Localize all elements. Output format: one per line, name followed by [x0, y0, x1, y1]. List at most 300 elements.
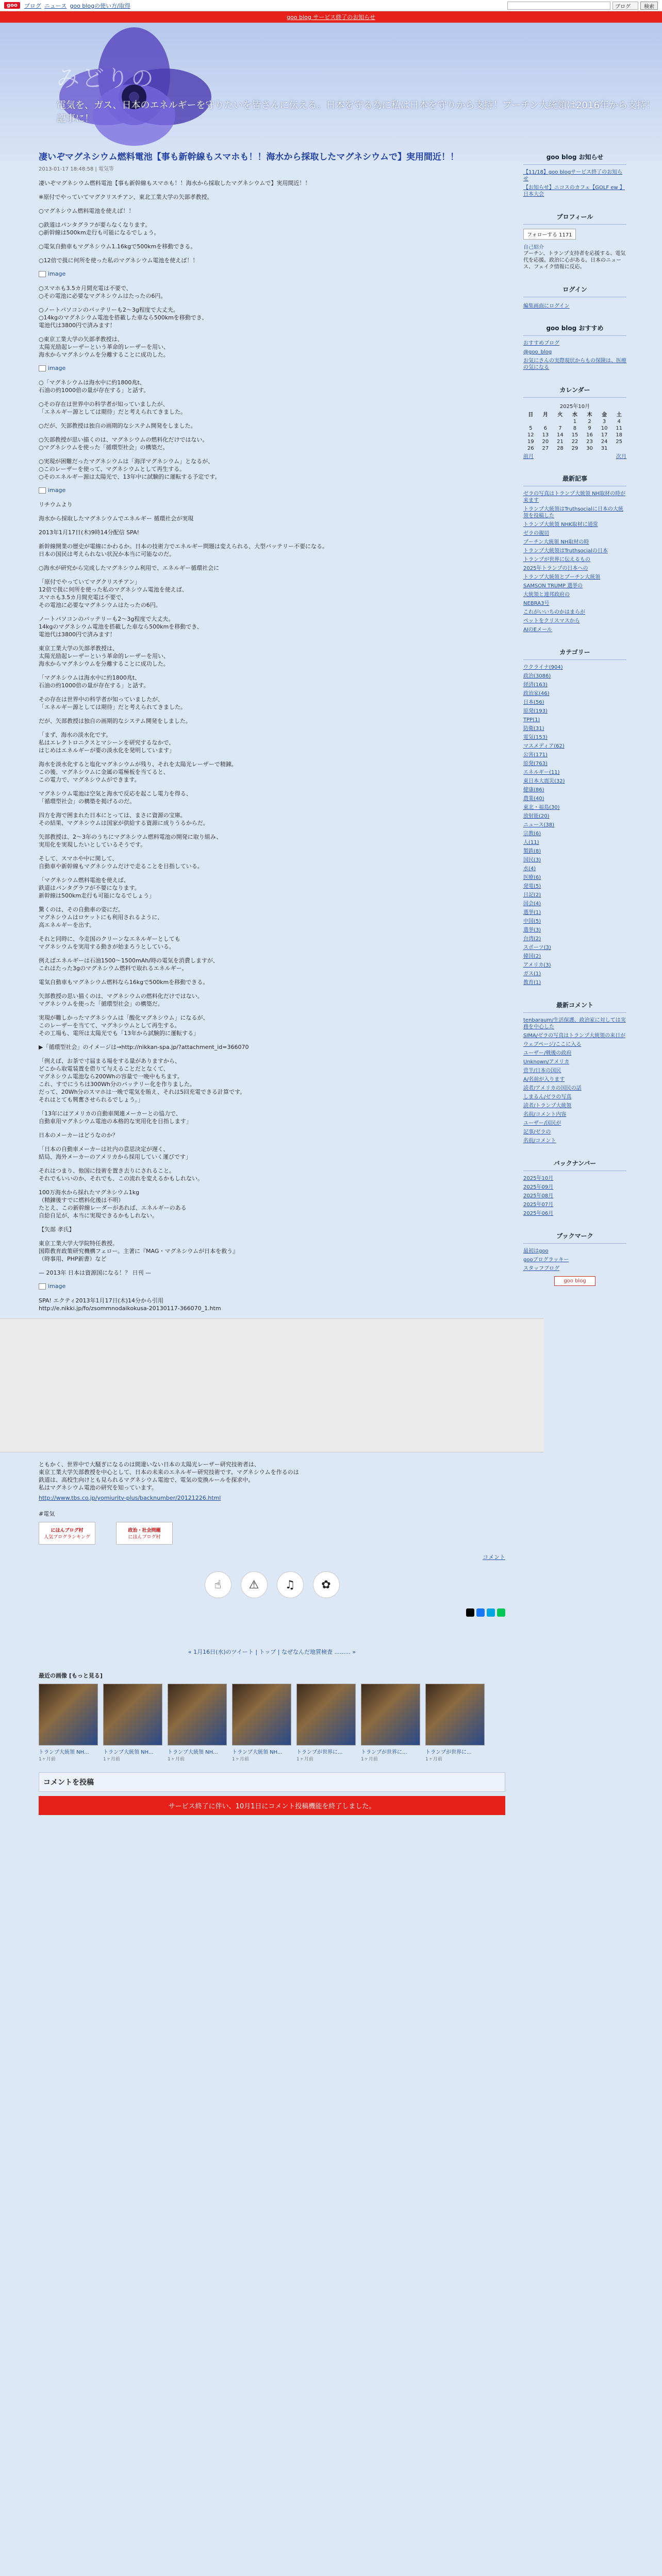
- notice-item-link[interactable]: 【11/18】goo blogサービス終了のお知らせ: [523, 170, 623, 182]
- backnumber-item[interactable]: [523, 1193, 626, 1199]
- calendar-day[interactable]: 1: [573, 419, 577, 425]
- login-box: [523, 282, 626, 309]
- related-thumb[interactable]: [103, 1684, 162, 1762]
- category-item-link[interactable]: 防衛(31): [523, 726, 544, 732]
- recommend-item-link[interactable]: おすすめブログ: [523, 341, 560, 346]
- recent-post-item[interactable]: [523, 626, 626, 633]
- backnumber-item-link[interactable]: 2025年10月: [523, 1176, 554, 1181]
- category-item-link[interactable]: 原発(193): [523, 708, 548, 714]
- comment-item[interactable]: [523, 1076, 626, 1083]
- post-paragraph: ノートパソコンのバッテリーも2～3g程度で大丈夫。 14kgのマグネシウム電池を搭載した車なら500kmを移動でき、 電池代は3800円で済みます！: [39, 616, 203, 638]
- category-item[interactable]: [523, 717, 626, 723]
- post-meta: 2013-01-17 18:48:58 | 電気等: [39, 166, 114, 172]
- post-image[interactable]: image: [39, 270, 505, 277]
- bookmark-item-link[interactable]: 最初はgoo: [523, 1248, 549, 1254]
- comment-item[interactable]: [523, 1094, 626, 1100]
- calendar-day[interactable]: 13: [542, 432, 549, 438]
- thumb-image[interactable]: [361, 1684, 420, 1745]
- post-tag[interactable]: #電気: [39, 1511, 55, 1517]
- x-share-icon[interactable]: [466, 1608, 474, 1617]
- category-item-link[interactable]: 発電(5): [523, 884, 541, 889]
- category-item-link[interactable]: 選挙(1): [523, 910, 541, 916]
- comment-item[interactable]: [523, 1111, 626, 1118]
- post-paragraph: ○東京工業大学の矢部孝教授は、 太陽光励起レーザーという革命的レーザーを用い、 海水からマグネシウムを分離することに成功した。: [39, 336, 169, 358]
- category-item[interactable]: [523, 760, 626, 767]
- comment-item-link[interactable]: 菅半/日本の国民: [523, 1068, 561, 1074]
- calendar-day[interactable]: 28: [557, 446, 564, 451]
- recent-post-item-link[interactable]: トランプ大統領はTruthsocialに日本の大統領を投稿した: [523, 506, 623, 519]
- post-paragraph: 東京工業大学大学院特任教授。 国際教育政策研究機構フェロー。主著に『MAG・マグネシウムが日本を救う』 （時事用、PHP新書）など: [39, 1240, 239, 1262]
- calendar-day[interactable]: 2: [588, 419, 591, 425]
- category-item[interactable]: [523, 839, 626, 846]
- comment-item[interactable]: [523, 1067, 626, 1074]
- related-title[interactable]: 最近の画像 [もっと見る]: [39, 1672, 103, 1679]
- profile-name[interactable]: 自己紹介: [523, 245, 544, 250]
- recommend-item[interactable]: [523, 349, 626, 355]
- comment-item-link[interactable]: 名前/コメント内容: [523, 1112, 567, 1117]
- calendar-day[interactable]: 19: [527, 439, 534, 445]
- post-paragraph: そして、スマホや中に関して、 自動車や新幹線もマグネシウムだけで走ることを目指している。: [39, 855, 203, 870]
- recent-post-item[interactable]: [523, 583, 626, 589]
- category-item[interactable]: [523, 787, 626, 793]
- calendar-day[interactable]: 17: [601, 432, 608, 438]
- recent-post-item[interactable]: [523, 609, 626, 616]
- recent-post-item[interactable]: [523, 506, 626, 519]
- reaction-button[interactable]: ✿: [313, 1571, 340, 1598]
- post-paragraph: 例えばエネルギーは石油1500～1500mAh/時の電気を消費しますが、 これはたった3gのマグネシウム燃料で取れるエネルギー。: [39, 957, 219, 972]
- search-input[interactable]: [507, 2, 610, 10]
- post-paragraph: 100万海水から採れたマグネシウム1kg （精錬後すでに燃料化後は不明） たとえ、この新幹線レーダーがあれば、エネルギーのある 自給自足が、本当に実現できるかもしれない。: [39, 1189, 187, 1219]
- recommend-item-link[interactable]: お気にさんの実際現状からもの保険は、医療の気になる: [523, 358, 626, 370]
- category-item-link[interactable]: 国会(4): [523, 901, 541, 907]
- recent-post-item[interactable]: [523, 490, 626, 504]
- category-item-link[interactable]: マスメディア(62): [523, 743, 565, 749]
- category-item[interactable]: [523, 725, 626, 732]
- recent-post-item[interactable]: [523, 565, 626, 572]
- post-paragraph: 「まず、海水の淡水化です。 私はエレクトロニクスとマシーンを研究するなかで、 はじめはエネルギーが要の淡水化を発明しています」: [39, 732, 175, 754]
- post-paragraph: 「例えば、お茶で寸届まる場をする量がありますから、 どこから取電装置を借りて与えることだとなくて、 マグネシウム電池なら200Whの容量で一晩中もちます。 これ、すでにうちは300Wh分のバッテリー化を作りました。 だって、20Wh分のスマホは一晩で電気を賄え、それは5回充電できる計算です。 それはとても興奮させられるでしょう。」: [39, 1058, 246, 1103]
- thumb-caption[interactable]: トランプが世界に...: [296, 1750, 343, 1755]
- calendar-day[interactable]: 3: [602, 419, 606, 425]
- category-item-link[interactable]: 教育(1): [523, 980, 541, 986]
- comment-item-link[interactable]: 名前/コメント: [523, 1138, 556, 1144]
- top-link-news[interactable]: ニュース: [44, 2, 67, 9]
- recent-post-item-link[interactable]: ゼラの写真はトランプ大統領 NH取材の時が来ます: [523, 491, 626, 503]
- thumb-caption[interactable]: トランプが世界に...: [361, 1750, 407, 1755]
- image-icon: [39, 365, 46, 371]
- recent-post-item[interactable]: [523, 574, 626, 581]
- category-item[interactable]: [523, 752, 626, 758]
- calendar-day[interactable]: 25: [616, 439, 623, 445]
- recent-post-item-link[interactable]: SAMSON TRUMP 選挙の: [523, 583, 583, 589]
- calendar-day[interactable]: 27: [542, 446, 549, 451]
- post-paragraph: 【矢部 孝氏】: [39, 1226, 75, 1233]
- comment-item[interactable]: [523, 1032, 626, 1039]
- bookmark-item[interactable]: [523, 1248, 626, 1255]
- ranking-banners: [39, 1522, 505, 1545]
- bookmark-item-link[interactable]: gooブログラッキー: [523, 1257, 569, 1263]
- category-item[interactable]: [523, 936, 626, 942]
- category-item[interactable]: [523, 883, 626, 890]
- recent-post-item-link[interactable]: トランプ大統領 NHK取材に通常: [523, 522, 598, 528]
- post-paragraph: 海水から採取したマグネシウムでエネルギー 循環社会が実現: [39, 515, 194, 522]
- comments-title: 最新コメント: [523, 997, 626, 1013]
- calendar-day[interactable]: 22: [571, 439, 578, 445]
- calendar-day[interactable]: 12: [527, 432, 534, 438]
- source-link[interactable]: http://www.tbs.co.jp/yomiuritv-plus/backnumber/20121226.html: [39, 1495, 221, 1501]
- thumb-image[interactable]: [232, 1684, 291, 1745]
- thumb-caption[interactable]: トランプが世界に...: [425, 1750, 472, 1755]
- calendar-day[interactable]: 16: [586, 432, 593, 438]
- line-share-icon[interactable]: [497, 1608, 505, 1617]
- thumb-image[interactable]: [425, 1684, 485, 1745]
- category-item[interactable]: [523, 874, 626, 881]
- post-image[interactable]: image: [39, 1283, 505, 1290]
- calendar-day[interactable]: 14: [557, 432, 564, 438]
- comment-item[interactable]: [523, 1129, 626, 1136]
- service-end-link[interactable]: goo blog サービス終了のお知らせ: [287, 14, 375, 21]
- category-item-link[interactable]: 放射能(20): [523, 814, 550, 819]
- comment-header: コメントを投稿: [39, 1772, 505, 1792]
- backnumber-item[interactable]: [523, 1201, 626, 1208]
- image-icon: [39, 487, 46, 494]
- recent-title: 最新記事: [523, 471, 626, 486]
- comment-closed-notice: サービス終了に伴い、10月1日にコメント投稿機能を終了しました。: [39, 1796, 505, 1815]
- calendar-weekday: 月: [542, 412, 548, 418]
- backnumber-item-link[interactable]: 2025年06月: [523, 1211, 554, 1216]
- top-links: [24, 2, 130, 10]
- thumb-date: 1ヶ月前: [103, 1757, 120, 1762]
- calendar-prev[interactable]: 前月: [523, 454, 534, 460]
- service-notice: [0, 11, 662, 23]
- post-paragraph: 凄いぞマグネシウム燃料電池【事も新幹線もスマホも！！海水から採取したマグネシウムで】実用間近！！: [39, 180, 311, 187]
- calendar-day[interactable]: 31: [601, 446, 608, 451]
- recent-post-item-link[interactable]: ゼラの親切: [523, 531, 549, 536]
- post-paragraph: — 2013年 日本は資源国になる！？ 日刊 —: [39, 1269, 151, 1276]
- comment-item-link[interactable]: A/名前が入ります: [523, 1077, 565, 1082]
- comment-item[interactable]: [523, 1059, 626, 1065]
- comment-item[interactable]: [523, 1017, 626, 1030]
- calendar-day[interactable]: [538, 418, 553, 425]
- blog-header: [0, 23, 662, 162]
- calendar-day[interactable]: 24: [601, 439, 608, 445]
- recent-post-item[interactable]: [523, 548, 626, 554]
- category-item-link[interactable]: 韓国(2): [523, 954, 541, 959]
- recent-post-item[interactable]: [523, 600, 626, 607]
- category-item[interactable]: [523, 699, 626, 706]
- profile-text: ブーチン、トランプ支持者を応援する、電気代を応援。政治に心がある。日本のニュース、フェイク情報に反応。: [523, 251, 626, 270]
- category-item-link[interactable]: 経済(163): [523, 682, 548, 688]
- thumb-image[interactable]: [296, 1684, 356, 1745]
- post-paragraph: その存在は世界中の科学者が知っていましたが、 「エネルギー源としては期待」だと考えられてきました。: [39, 696, 186, 710]
- search-button[interactable]: 検索: [640, 2, 658, 10]
- category-item[interactable]: [523, 944, 626, 951]
- backnumber-item-link[interactable]: 2025年07月: [523, 1202, 554, 1208]
- category-item[interactable]: [523, 892, 626, 899]
- profile-title: プロフィール: [523, 209, 626, 225]
- thumb-image[interactable]: [103, 1684, 162, 1745]
- calendar-day[interactable]: 8: [573, 426, 577, 431]
- bookmark-box: [523, 1228, 626, 1286]
- category-item-link[interactable]: 宗教(6): [523, 831, 541, 837]
- calendar-day[interactable]: 30: [586, 446, 593, 451]
- category-item-link[interactable]: 政治家(46): [523, 691, 550, 697]
- category-item-link[interactable]: スポーツ(3): [523, 945, 551, 951]
- bookmark-item-link[interactable]: スタッフブログ: [523, 1266, 559, 1272]
- related-thumb[interactable]: [296, 1684, 356, 1762]
- category-item[interactable]: [523, 901, 626, 907]
- category-item[interactable]: [523, 822, 626, 828]
- category-item-link[interactable]: 国民(3): [523, 857, 541, 863]
- facebook-share-icon[interactable]: [476, 1608, 485, 1617]
- main-column: [39, 149, 505, 1815]
- calendar-day[interactable]: 21: [557, 439, 564, 445]
- recent-post-item[interactable]: [523, 556, 626, 563]
- search-scope-select[interactable]: ブログ: [613, 2, 638, 10]
- calendar-day[interactable]: 11: [616, 426, 623, 431]
- post-body: [39, 179, 505, 1312]
- post-paragraph: ▶「循環型社会」のイメージは→http://nikkan-spa.jp/?attachment_id=366070: [39, 1044, 249, 1050]
- category-item-link[interactable]: アメリカ(3): [523, 962, 551, 968]
- comment-item-link[interactable]: 読者/トランプ大統領: [523, 1103, 572, 1109]
- post-image[interactable]: image: [39, 487, 505, 494]
- recent-post-item[interactable]: [523, 618, 626, 624]
- backnumber-item[interactable]: [523, 1184, 626, 1191]
- reaction-buttons: [39, 1571, 505, 1598]
- calendar-day[interactable]: 29: [571, 446, 578, 451]
- recent-post-item[interactable]: [523, 591, 626, 598]
- category-item-link[interactable]: ウクライナ(904): [523, 665, 563, 670]
- calendar-month: 2025年10月: [559, 404, 590, 410]
- comment-item[interactable]: [523, 1085, 626, 1092]
- category-item[interactable]: [523, 813, 626, 820]
- comment-item[interactable]: [523, 1138, 626, 1144]
- comment-item[interactable]: [523, 1050, 626, 1057]
- hatena-share-icon[interactable]: [487, 1608, 495, 1617]
- category-item-link[interactable]: 原発(763): [523, 761, 548, 767]
- recent-post-item-link[interactable]: 大統領と連邦政府の: [523, 592, 570, 598]
- calendar-day[interactable]: [523, 418, 538, 425]
- category-item[interactable]: [523, 953, 626, 960]
- calendar-day[interactable]: [553, 418, 568, 425]
- post-navigation[interactable]: « 1月16日(水)のツイート | トップ | なぜなんだ地質検査 ......... »: [188, 1649, 356, 1655]
- recent-post-item-link[interactable]: トランプ大統領はTruthsocialの日本: [523, 548, 608, 554]
- category-item-link[interactable]: 東北・福島(30): [523, 805, 560, 810]
- category-item-link[interactable]: ニュース(38): [523, 822, 555, 828]
- reaction-button[interactable]: ♫: [277, 1571, 304, 1598]
- recommend-box: [523, 320, 626, 371]
- category-item[interactable]: [523, 673, 626, 680]
- notice-item-link[interactable]: 【お知らせ】ニコスのカフェ【GOLF ew 】 日本大会: [523, 185, 625, 197]
- category-item-link[interactable]: 製鉄(8): [523, 849, 541, 854]
- calendar-next[interactable]: 次月: [616, 454, 626, 460]
- login-link[interactable]: 編集画面にログイン: [523, 303, 570, 309]
- recent-post-item-link[interactable]: プーチン大統領 NH取材の時: [523, 539, 589, 545]
- comments-box: [523, 997, 626, 1144]
- comment-item-link[interactable]: ユーザー/戦後の政府: [523, 1050, 572, 1056]
- calendar-day[interactable]: 10: [601, 426, 608, 431]
- calendar-day[interactable]: 20: [542, 439, 549, 445]
- calendar-day[interactable]: 26: [527, 446, 534, 451]
- bookmark-item[interactable]: [523, 1257, 626, 1263]
- backnumber-item[interactable]: [523, 1175, 626, 1182]
- post-paragraph: 海水を淡水化すると塩化マグネシウムが残り、それを太陽光レーザーで精錬。 この後、マグネシウムに金属の電極板を当てると、 この電力で、マグネシウムができます。: [39, 761, 237, 783]
- thumb-image[interactable]: [168, 1684, 227, 1745]
- post-paragraph: リチウムより: [39, 501, 73, 508]
- reaction-button[interactable]: ⚠: [241, 1571, 268, 1598]
- calendar-day[interactable]: 23: [586, 439, 593, 445]
- category-item-link[interactable]: 日本(56): [523, 700, 544, 705]
- notice-item[interactable]: [523, 184, 626, 198]
- backnumber-item[interactable]: [523, 1210, 626, 1217]
- bookmark-item[interactable]: [523, 1265, 626, 1272]
- category-item-link[interactable]: 農業(40): [523, 796, 544, 802]
- category-item[interactable]: [523, 866, 626, 872]
- related-thumb[interactable]: [39, 1684, 98, 1762]
- category-item[interactable]: [523, 918, 626, 925]
- thumb-caption[interactable]: トランプ大統領 NH...: [168, 1750, 218, 1755]
- category-item-link[interactable]: 電気(153): [523, 735, 548, 740]
- comment-item-link[interactable]: しまるん/ゼラの写真: [523, 1094, 572, 1100]
- category-item[interactable]: [523, 778, 626, 785]
- recent-post-item[interactable]: [523, 521, 626, 528]
- comment-item[interactable]: [523, 1041, 626, 1048]
- comment-link[interactable]: コメント: [483, 1554, 505, 1561]
- category-item-link[interactable]: 東日本大震災(32): [523, 778, 565, 784]
- thumb-caption[interactable]: トランプ大統領 NH...: [103, 1750, 154, 1755]
- comment-item-link[interactable]: tenbaraum/生活保護、政治家に対しては実務を中心した: [523, 1018, 626, 1030]
- related-thumb[interactable]: [232, 1684, 291, 1762]
- comment-item-link[interactable]: Unknown/アメリカ: [523, 1059, 570, 1065]
- related-thumb[interactable]: [168, 1684, 227, 1762]
- post-paragraph: だが、矢部教授は独自の画期的なシステム開発をしました。: [39, 718, 191, 724]
- recommend-item[interactable]: [523, 358, 626, 371]
- blog-title[interactable]: みどりの: [57, 65, 156, 92]
- recent-post-item-link[interactable]: AIのEメール: [523, 627, 552, 633]
- post-paragraph: 電気自動車もマグネシウム燃料なら16kgで500kmを移動できる。: [39, 979, 209, 986]
- ranking-banner[interactable]: にほんブログ村 人気ブログランキング: [39, 1522, 95, 1545]
- notice-item[interactable]: [523, 169, 626, 182]
- related-thumb[interactable]: [425, 1684, 485, 1762]
- category-item[interactable]: [523, 690, 626, 697]
- category-item[interactable]: [523, 909, 626, 916]
- comment-item[interactable]: [523, 1103, 626, 1109]
- thumb-date: 1ヶ月前: [232, 1757, 249, 1762]
- category-item-link[interactable]: 水(4): [523, 866, 536, 872]
- reaction-button[interactable]: ☝: [205, 1571, 231, 1598]
- category-item[interactable]: [523, 971, 626, 977]
- ranking-banner[interactable]: 政治・社会問題 にほんブログ村: [116, 1522, 173, 1545]
- category-item-link[interactable]: 健康(86): [523, 787, 544, 793]
- category-item-link[interactable]: 中国(5): [523, 919, 541, 924]
- category-item[interactable]: [523, 927, 626, 934]
- category-item-link[interactable]: 台湾(2): [523, 936, 541, 942]
- comment-item-link[interactable]: ユーザー/国民が: [523, 1121, 561, 1126]
- goo-blog-badge[interactable]: goo blog: [554, 1276, 595, 1286]
- category-item-link[interactable]: エネルギー(11): [523, 770, 560, 775]
- category-item-link[interactable]: 日記(2): [523, 892, 541, 898]
- comment-item-link[interactable]: 読者/アメリカの国民の話: [523, 1086, 582, 1091]
- post-paragraph: 「13年にはアメリカの自動車関連メーカーとの協力で、 自動車用マグネシウム電池の本格的な実用化を目指します」: [39, 1110, 192, 1125]
- post-title[interactable]: 凄いぞマグネシウム燃料電池【事も新幹線もスマホも！！海水から採取したマグネシウムで】実用間近！！: [39, 152, 459, 162]
- category-item-link[interactable]: 選挙(3): [523, 927, 541, 933]
- calendar-weekday: 木: [587, 412, 592, 418]
- category-item-link[interactable]: TPP(1): [523, 717, 540, 723]
- calendar-title: カレンダー: [523, 382, 626, 398]
- backnumber-item-link[interactable]: 2025年09月: [523, 1184, 554, 1190]
- post-paragraph: ○電気自動車もマグネシウム1.16kgで500kmを移動できる。: [39, 243, 196, 250]
- category-item[interactable]: [523, 795, 626, 802]
- goo-logo[interactable]: goo: [4, 2, 20, 9]
- category-item-link[interactable]: 人(11): [523, 840, 539, 845]
- category-item-link[interactable]: 政治(3086): [523, 673, 551, 679]
- category-item[interactable]: [523, 857, 626, 863]
- recent-post-item[interactable]: [523, 530, 626, 537]
- backnumber-item-link[interactable]: 2025年08月: [523, 1193, 554, 1199]
- recommend-item[interactable]: [523, 340, 626, 347]
- category-item[interactable]: [523, 734, 626, 741]
- post-paragraph: 新幹線開業の歴史が電線にかわるか。日本の技術力でエネルギー問題は変えられる、大型バッテリー不要になる。 日本の国民は考えられない状況か本当に可能なのだ。: [39, 543, 328, 557]
- top-link-blog[interactable]: ブログ: [24, 2, 41, 9]
- category-item[interactable]: [523, 743, 626, 750]
- recent-post-item-link[interactable]: ペットをクリスマスから: [523, 618, 580, 624]
- category-item-link[interactable]: 公害(171): [523, 752, 548, 758]
- recent-post-item[interactable]: [523, 539, 626, 546]
- post-paragraph: ○矢部教授が思い描くのは、マグネシウムの燃料化だけではない。 ○マグネシウムを使った「循環型社会」の構築だ。: [39, 436, 208, 451]
- calendar-day[interactable]: 6: [543, 426, 548, 431]
- backnumber-title: バックナンバー: [523, 1156, 626, 1171]
- recent-post-item-link[interactable]: NEBRA3号: [523, 601, 550, 606]
- recommend-item-link[interactable]: @goo_blog: [523, 349, 552, 355]
- category-item[interactable]: [523, 962, 626, 969]
- category-item[interactable]: [523, 769, 626, 776]
- category-item[interactable]: [523, 848, 626, 855]
- category-item[interactable]: [523, 979, 626, 986]
- category-box: [523, 645, 626, 986]
- calendar-day[interactable]: [611, 445, 626, 452]
- calendar-day[interactable]: 7: [558, 426, 562, 431]
- calendar-day[interactable]: 15: [571, 432, 578, 438]
- category-item[interactable]: [523, 831, 626, 837]
- calendar-day[interactable]: 18: [616, 432, 623, 438]
- category-item[interactable]: [523, 708, 626, 715]
- thumb-caption[interactable]: トランプ大統領 NH...: [232, 1750, 283, 1755]
- thumb-image[interactable]: [39, 1684, 98, 1745]
- recent-post-item-link[interactable]: トランプが世界に伝えるもの: [523, 557, 590, 563]
- recent-post-item-link[interactable]: 2025年トランプの日本への: [523, 566, 588, 571]
- calendar-day[interactable]: 9: [588, 426, 591, 431]
- thumb-caption[interactable]: トランプ大統領 NH...: [39, 1750, 89, 1755]
- comment-item-link[interactable]: SIMA/ゼラの写真はトランプ大統領の来日が: [523, 1033, 626, 1039]
- comment-item-link[interactable]: ウェブページ/ここに入る: [523, 1042, 582, 1047]
- category-item[interactable]: [523, 804, 626, 811]
- category-item[interactable]: [523, 664, 626, 671]
- related-thumb[interactable]: [361, 1684, 420, 1762]
- login-title: ログイン: [523, 282, 626, 297]
- category-item-link[interactable]: ガス(1): [523, 971, 541, 977]
- follow-button[interactable]: フォローする 1171: [523, 229, 576, 240]
- post-image[interactable]: image: [39, 365, 505, 371]
- comment-item[interactable]: [523, 1120, 626, 1127]
- comment-item-link[interactable]: 記事/ゼラの: [523, 1129, 551, 1135]
- category-item[interactable]: [523, 682, 626, 688]
- calendar-day[interactable]: 4: [617, 419, 621, 425]
- recent-post-item-link[interactable]: トランプ大統領とプーチン大統領: [523, 574, 601, 580]
- recent-post-item-link[interactable]: これがいいちのかはまらが: [523, 609, 585, 615]
- top-link-usage[interactable]: goo blogの使い方/取得: [70, 2, 130, 9]
- category-item-link[interactable]: 医療(6): [523, 875, 541, 880]
- calendar-day[interactable]: 5: [529, 426, 533, 431]
